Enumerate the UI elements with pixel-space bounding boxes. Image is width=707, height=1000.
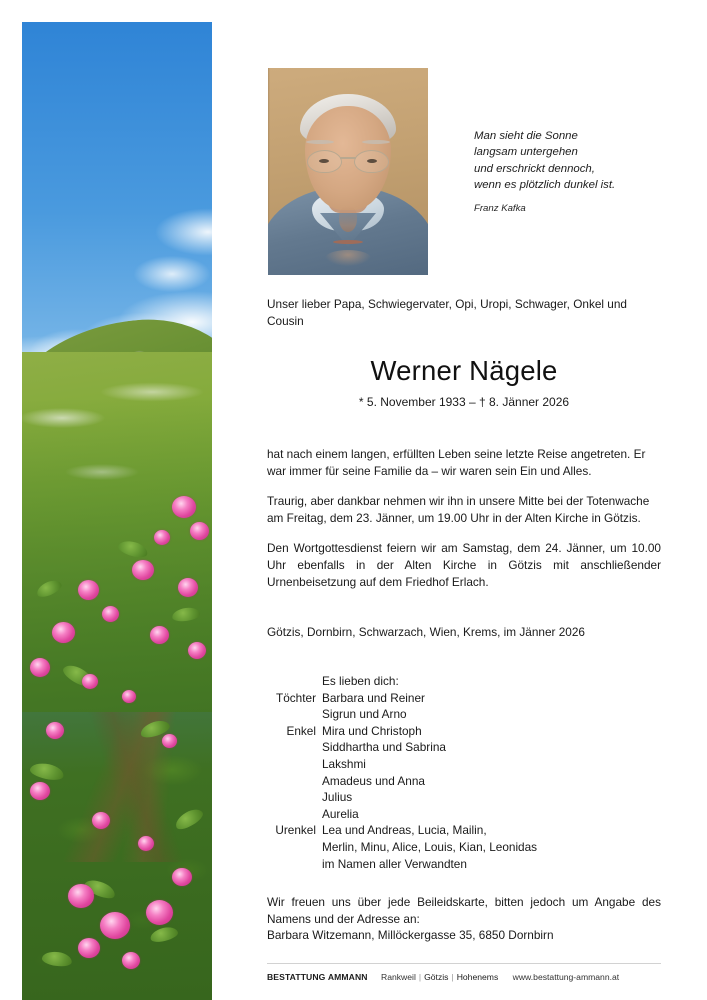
alpine-rose-blossom — [172, 868, 192, 886]
alpine-rose-blossom — [190, 522, 209, 540]
alpine-rose-blossom — [102, 606, 119, 622]
alpine-rose-blossom — [82, 674, 98, 689]
family-row — [267, 822, 661, 839]
alpine-rose-blossom — [138, 836, 154, 851]
quote-line-4: wenn es plötzlich dunkel ist. — [474, 179, 616, 192]
alpine-rose-blossom — [30, 658, 50, 677]
family-names: Julius — [322, 790, 353, 805]
alpine-rose-blossom — [162, 734, 177, 748]
eyeglasses — [307, 150, 389, 172]
family-names: Lea und Andreas, Lucia, Mailin, — [322, 823, 487, 838]
quote-author: Franz Kafka — [474, 202, 526, 214]
family-names: Lakshmi — [322, 756, 366, 771]
quote-line-1: Man sieht die Sonne — [474, 130, 578, 142]
family-names: Es lieben dich: — [322, 674, 399, 688]
funeral-home-footer — [267, 963, 661, 983]
brand-name-primary: BESTATTUNG — [267, 972, 326, 982]
alpine-rose-blossom — [78, 938, 100, 958]
chin — [325, 250, 371, 266]
family-row — [267, 756, 661, 773]
footer-location-1: Rankweil — [380, 972, 416, 982]
alpine-rose-blossom — [188, 642, 206, 659]
obituary-body — [267, 446, 661, 590]
family-label — [267, 756, 322, 773]
family-row — [267, 839, 661, 856]
alpine-rose-blossom — [68, 884, 94, 908]
alpine-rose-blossom — [132, 560, 154, 580]
brand-name-secondary: AMMANN — [327, 972, 368, 982]
lens-right — [354, 150, 389, 173]
condolence-address: Barbara Witzemann, Millöckergasse 35, 6850 Dornbirn — [267, 928, 554, 943]
family-label — [267, 789, 322, 806]
body-paragraph-1: hat nach einem langen, erfüllten Leben seine letzte Reise angetreten. Er war immer für seine Familie da – wir waren sein Ein und Alles. — [267, 447, 646, 478]
alpine-rose-blossom — [150, 626, 169, 644]
family-label — [267, 739, 322, 756]
deceased-name: Werner Nägele — [370, 355, 558, 386]
family-row — [267, 789, 661, 806]
portrait-photo — [268, 68, 428, 275]
eye-left — [319, 159, 329, 163]
condolence-text: Wir freuen uns über jede Beileidskarte, bitten jedoch um Angabe des Namens und der Adresse an: — [267, 895, 661, 926]
sky-with-clouds — [22, 22, 212, 367]
eyebrow-left — [306, 140, 334, 144]
family-names: Amadeus und Anna — [322, 773, 425, 788]
birth-death-dates: * 5. November 1933 – † 8. Jänner 2026 — [358, 395, 570, 409]
lens-left — [307, 150, 342, 173]
alpine-rose-blossom — [172, 496, 196, 518]
family-names: Mira und Christoph — [322, 723, 422, 738]
footer-location-2: Götzis — [424, 972, 449, 982]
family-row — [267, 690, 661, 707]
memorial-quote — [474, 128, 684, 217]
quote-line-3: und erschrickt dennoch, — [474, 162, 595, 175]
alpine-rose-blossom — [154, 530, 170, 545]
family-names: im Namen aller Verwandten — [322, 856, 467, 871]
family-names: Siddhartha und Sabrina — [322, 740, 446, 755]
shrub-foliage — [22, 400, 212, 1000]
body-paragraph-3: Den Wortgottesdienst feiern wir am Samstag, dem 24. Jänner, um 10.00 Uhr ebenfalls in der Alten Kirche in Götzis mit anschließender Urnenbeisetzung auf dem Friedhof Erlach. — [267, 541, 661, 589]
family-label — [267, 706, 322, 723]
alpine-rose-blossom — [122, 690, 136, 703]
places-and-date-line: Götzis, Dornbirn, Schwarzach, Wien, Krems, im Jänner 2026 — [267, 625, 585, 639]
nose — [339, 206, 357, 232]
alpine-rose-blossom — [122, 952, 140, 969]
family-row — [267, 706, 661, 723]
mouth — [333, 240, 363, 244]
family-names: Barbara und Reiner — [322, 690, 425, 705]
family-label — [267, 673, 322, 690]
family-label: Enkel — [286, 723, 316, 738]
footer-location-3: Hohenems — [456, 972, 499, 982]
alpine-meadow-photo — [22, 22, 212, 1000]
family-label: Töchter — [276, 690, 316, 705]
alpine-rose-blossom — [92, 812, 110, 829]
family-names: Aurelia — [322, 806, 359, 821]
family-row — [267, 806, 661, 823]
footer-separator: | — [451, 972, 454, 982]
family-row — [267, 739, 661, 756]
family-list — [267, 673, 661, 872]
relationship-intro: Unser lieber Papa, Schwiegervater, Opi, Uropi, Schwager, Onkel und Cousin — [267, 297, 627, 328]
body-paragraph-2: Traurig, aber dankbar nehmen wir ihn in unsere Mitte bei der Totenwache am Freitag, dem 23. Jänner, um 19.00 Uhr in der Alten Kirche in Götzis. — [267, 494, 650, 525]
family-row — [267, 723, 661, 740]
family-label — [267, 773, 322, 790]
eye-right — [367, 159, 377, 163]
alpine-rose-blossom — [52, 622, 75, 643]
eyebrow-right — [362, 140, 390, 144]
family-label — [267, 839, 322, 856]
family-row — [267, 773, 661, 790]
family-names: Merlin, Minu, Alice, Louis, Kian, Leonidas — [322, 839, 538, 854]
alpine-rose-blossom — [146, 900, 173, 925]
alpine-rose-blossom — [78, 580, 99, 600]
quote-line-2: langsam untergehen — [474, 146, 578, 159]
family-label — [267, 806, 322, 823]
footer-separator: | — [418, 972, 422, 982]
alpine-rose-blossom — [178, 578, 198, 597]
family-label — [267, 856, 322, 873]
deceased-block — [267, 354, 661, 410]
footer-website-url[interactable]: www.bestattung-ammann.at — [512, 972, 620, 982]
alpine-rose-blossom — [46, 722, 64, 739]
family-names: Sigrun und Arno — [322, 707, 407, 722]
alpine-rose-blossom — [30, 782, 50, 800]
family-row — [267, 673, 661, 690]
alpine-rose-blossom — [100, 912, 130, 939]
condolence-note — [267, 894, 661, 944]
family-row — [267, 856, 661, 873]
family-label: Urenkel — [275, 823, 316, 838]
